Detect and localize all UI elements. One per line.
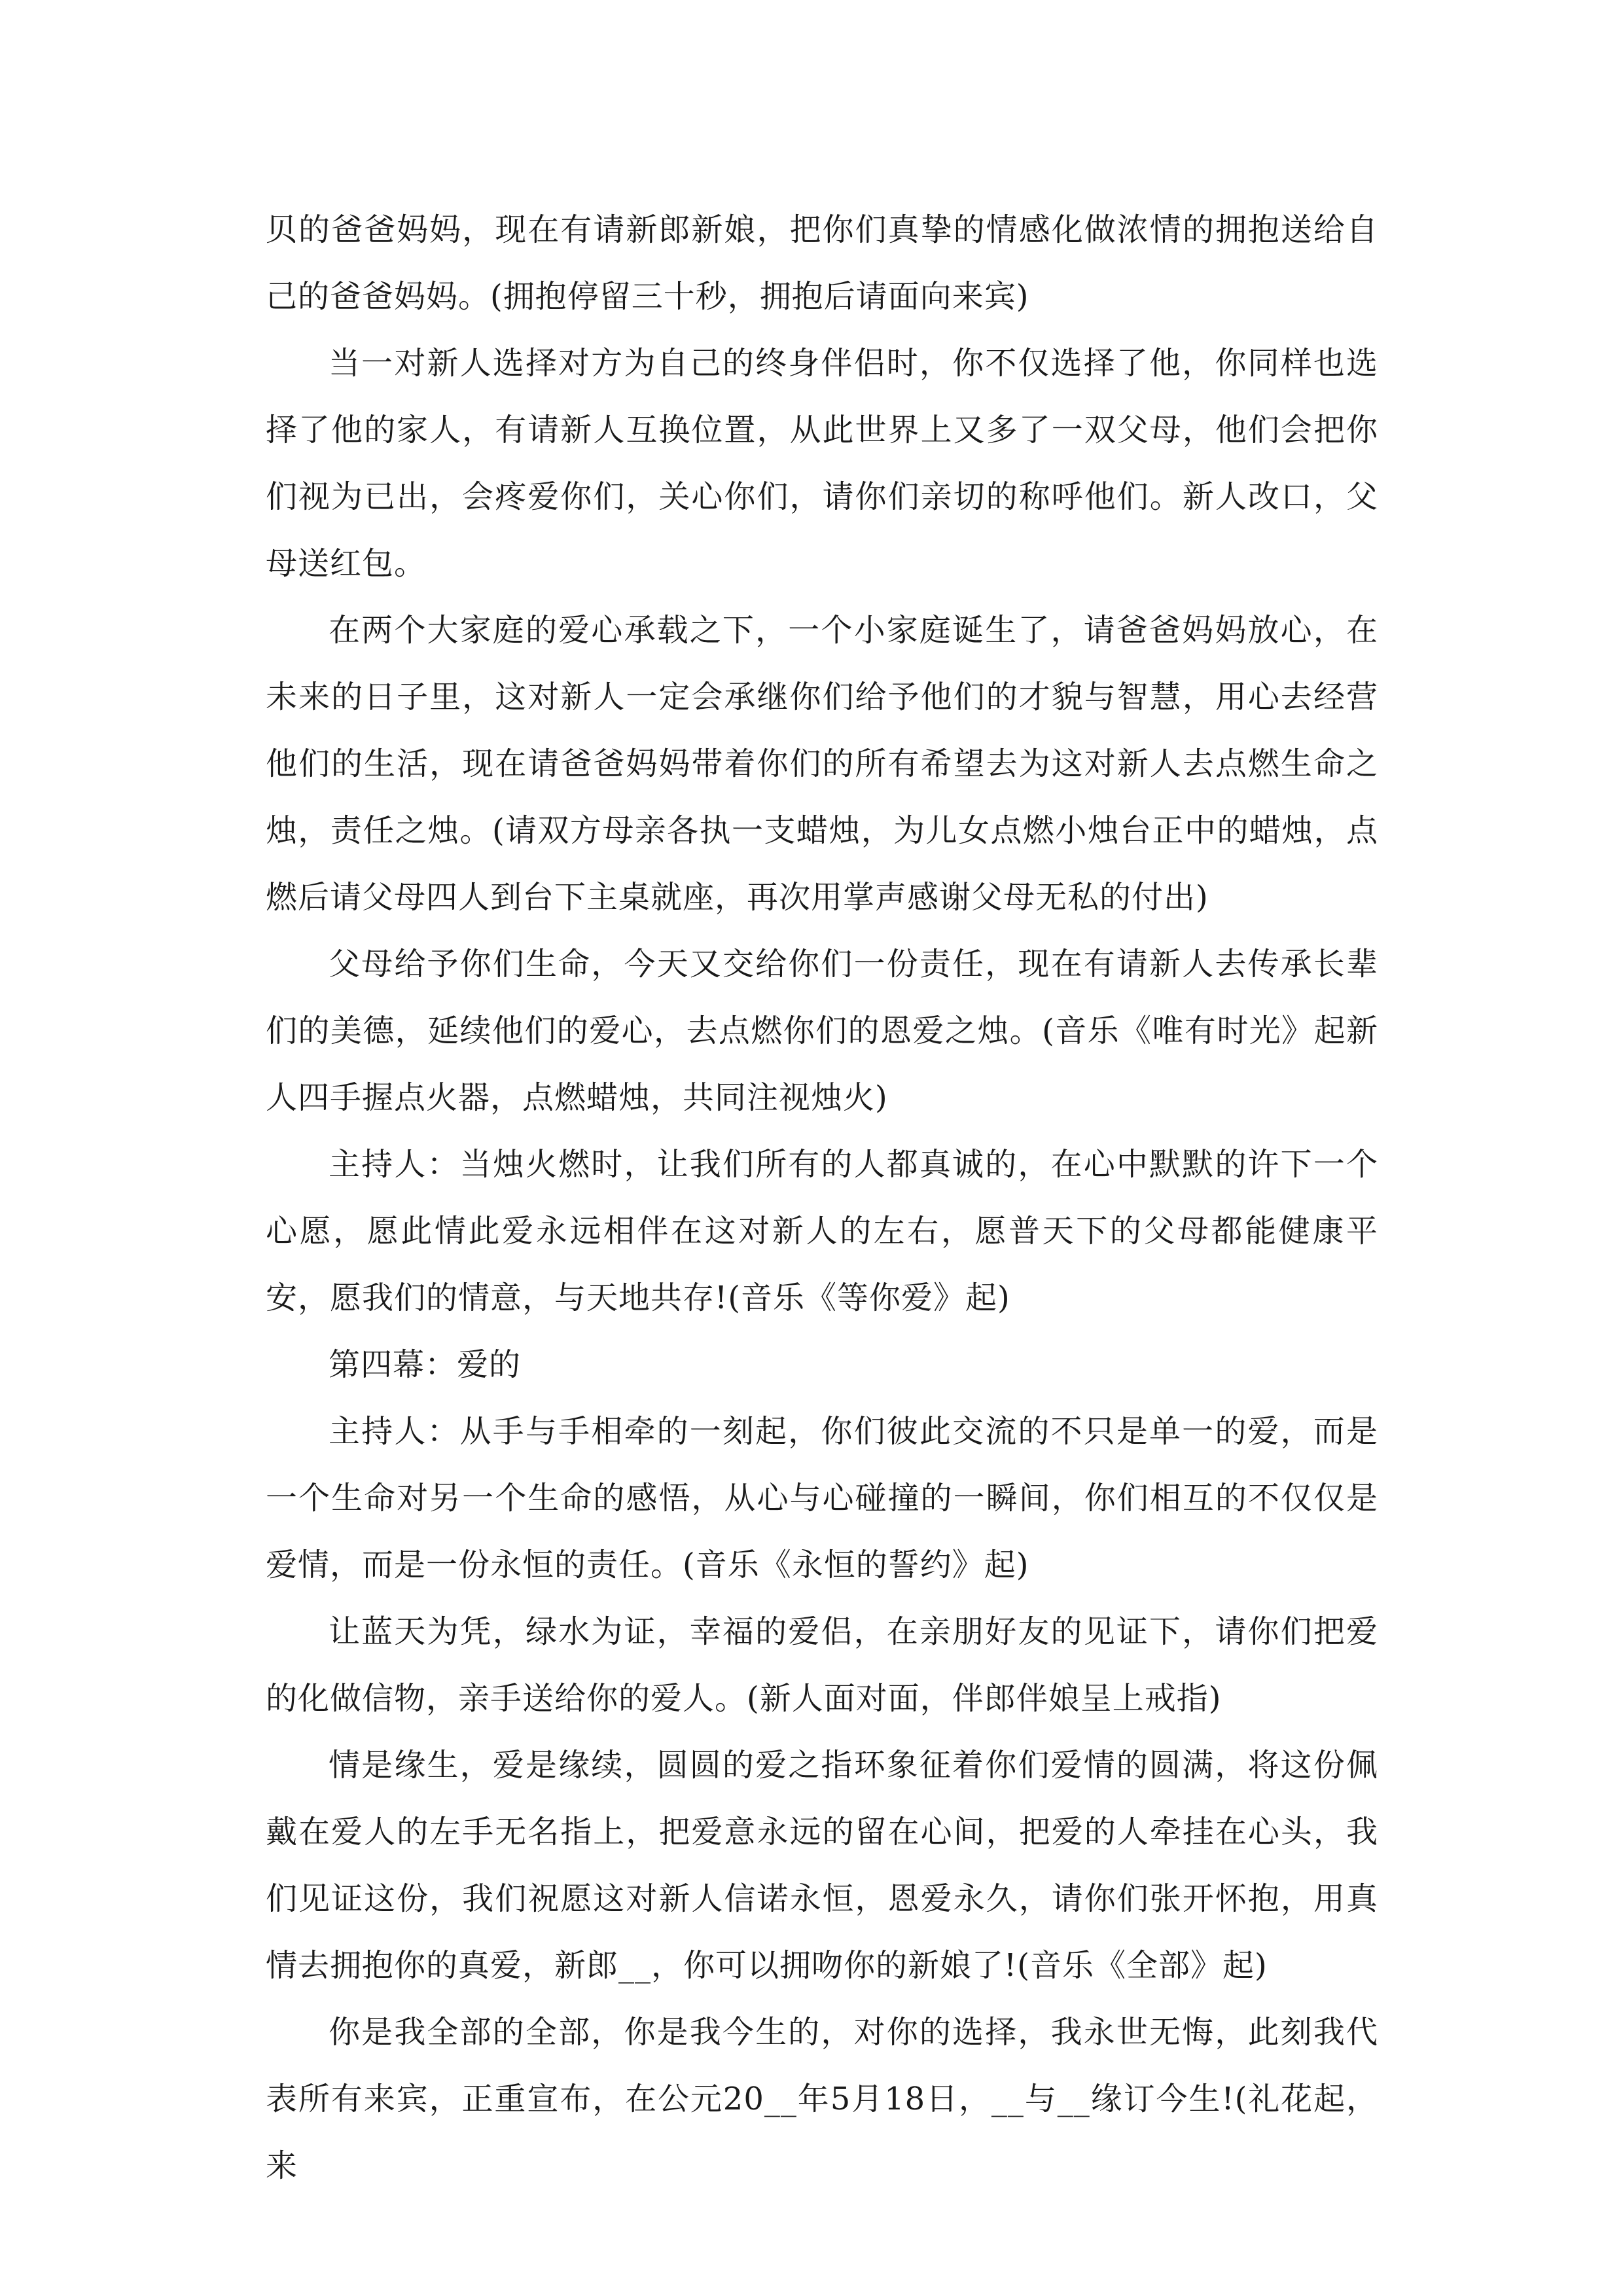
paragraph: 让蓝天为凭，绿水为证，幸福的爱侣，在亲朋好友的见证下，请你们把爱的化做信物，亲手送给你的爱人。(新人面对面，伴郎伴娘呈上戒指) [266,1613,1378,1717]
paragraph: 当一对新人选择对方为自己的终身伴侣时，你不仅选择了他，你同样也选择了他的家人，有请新人互换位置，从此世界上又多了一双父母，他们会把你们视为已出，会疼爱你们，关心你们，请你们亲切的称呼他们。新人改口，父母送红包。 [266,345,1378,582]
paragraph: 主持人：从手与手相牵的一刻起，你们彼此交流的不只是单一的爱，而是一个生命对另一个生命的感悟，从心与心碰撞的一瞬间，你们相互的不仅仅是爱情，而是一份永恒的责任。(音乐《永恒的誓约》起) [266,1413,1378,1583]
paragraph: 情是缘生，爱是缘续，圆圆的爱之指环象征着你们爱情的圆满，将这份佩戴在爱人的左手无名指上，把爱意永远的留在心间，把爱的人牵挂在心头，我们见证这份，我们祝愿这对新人信诺永恒，恩爱永久，请你们张开怀抱，用真情去拥抱你的真爱，新郎__，你可以拥吻你的新娘了!(音乐《全部》起) [266,1747,1378,1984]
paragraph: 父母给予你们生命，今天又交给你们一份责任，现在有请新人去传承长辈们的美德，延续他们的爱心，去点燃你们的恩爱之烛。(音乐《唯有时光》起新人四手握点火器，点燃蜡烛，共同注视烛火) [266,946,1378,1116]
paragraph-continued: 贝的爸爸妈妈，现在有请新郎新娘，把你们真挚的情感化做浓情的拥抱送给自己的爸爸妈妈。(拥抱停留三十秒，拥抱后请面向来宾) [266,211,1378,315]
document-body [266,196,1378,2199]
paragraph: 你是我全部的全部，你是我今生的，对你的选择，我永世无悔，此刻我代表所有来宾，正重宣布，在公元20__年5月18日，__与__缘订今生!(礼花起，来 [266,2014,1378,2184]
section-heading: 第四幕：爱的 [329,1346,522,1383]
paragraph: 主持人：当烛火燃时，让我们所有的人都真诚的，在心中默默的许下一个心愿，愿此情此爱永远相伴在这对新人的左右，愿普天下的父母都能健康平安，愿我们的情意，与天地共存!(音乐《等你爱》起) [266,1146,1378,1316]
paragraph: 在两个大家庭的爱心承载之下，一个小家庭诞生了，请爸爸妈妈放心，在未来的日子里，这对新人一定会承继你们给予他们的才貌与智慧，用心去经营他们的生活，现在请爸爸妈妈带着你们的所有希望去为这对新人去点燃生命之烛，责任之烛。(请双方母亲各执一支蜡烛，为儿女点燃小烛台正中的蜡烛，点燃后请父母四人到台下主桌就座，再次用掌声感谢父母无私的付出) [266,612,1378,916]
